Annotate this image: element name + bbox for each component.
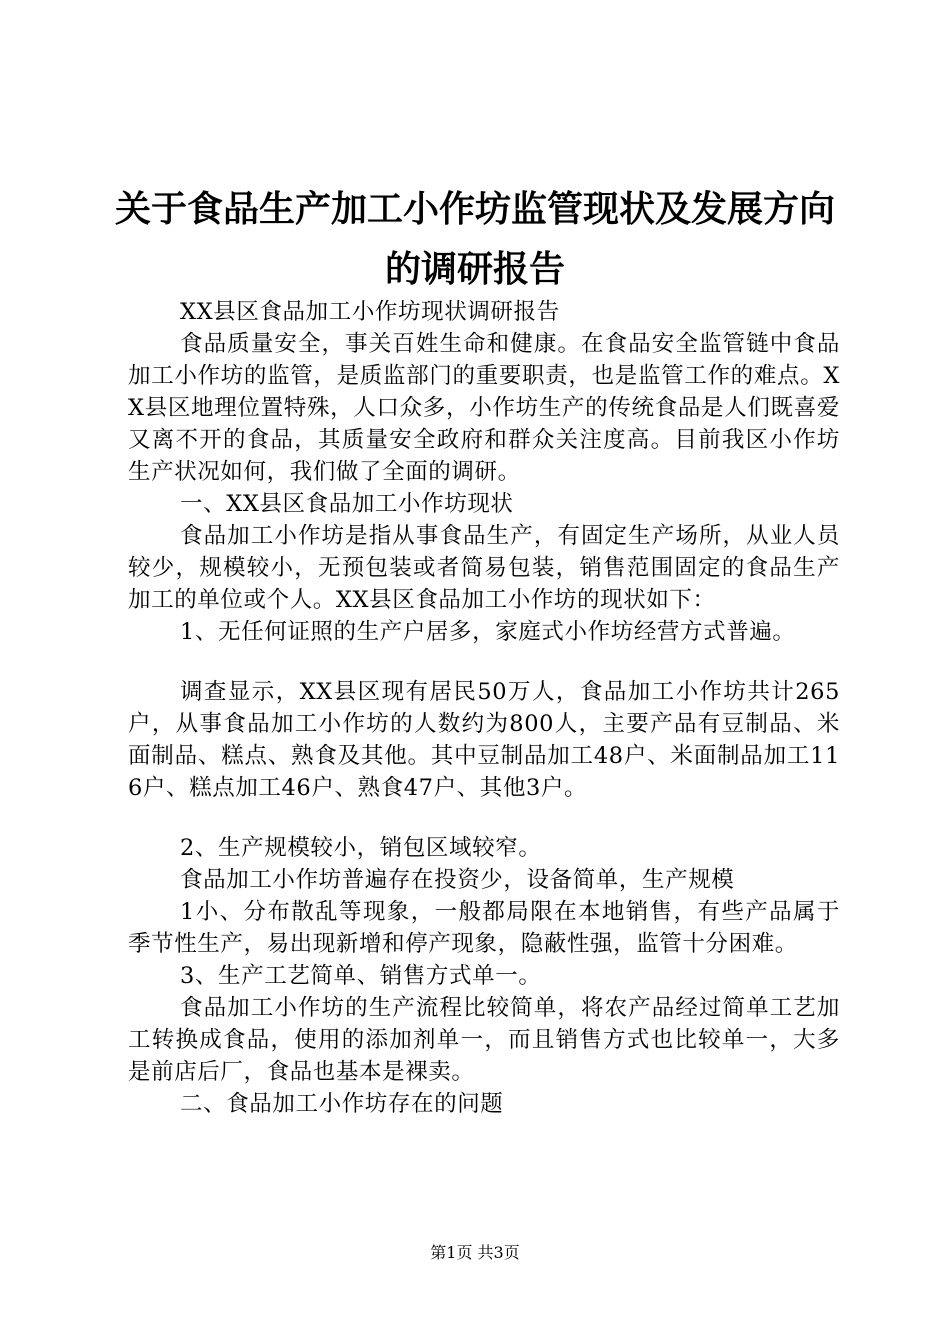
section-heading-1: 一、XX县区食品加工小作坊现状 — [180, 491, 514, 517]
point-2-heading: 2、生产规模较小，销包区域较窄。 — [180, 835, 542, 861]
document-title-line-1: 关于食品生产加工小作坊监管现状及发展方向 — [114, 189, 835, 230]
document-body — [128, 296, 840, 1120]
document-title-line-2: 的调研报告 — [384, 249, 565, 290]
point-3-heading: 3、生产工艺简单、销售方式单一。 — [180, 963, 542, 989]
point-2-paragraph-b: 1小、分布散乱等现象，一般都局限在本地销售，有些产品属于季节性生产，易出现新增和停产现象，隐蔽性强，监管十分困难。 — [128, 899, 840, 957]
page-indicator: 第1页 共3页 — [430, 1243, 520, 1262]
survey-paragraph: 调查显示，XX县区现有居民50万人，食品加工小作坊共计265户，从事食品加工小作坊的人数约为800人，主要产品有豆制品、米面制品、糕点、熟食及其他。其中豆制品加工48户、米面制品加工116户、糕点加工46户、熟食47户、其他3户。 — [128, 679, 840, 801]
point-3-paragraph: 食品加工小作坊的生产流程比较简单，将农产品经过简单工艺加工转换成食品，使用的添加剂单一，而且销售方式也比较单一，大多是前店后厂，食品也基本是裸卖。 — [128, 995, 840, 1085]
definition-paragraph: 食品加工小作坊是指从事食品生产，有固定生产场所，从业人员较少，规模较小，无预包装或者简易包装，销售范围固定的食品生产加工的单位或个人。XX县区食品加工小作坊的现状如下： — [128, 523, 840, 613]
section-heading-2: 二、食品加工小作坊存在的问题 — [180, 1091, 504, 1117]
intro-paragraph: 食品质量安全，事关百姓生命和健康。在食品安全监管链中食品加工小作坊的监管，是质监部门的重要职责，也是监管工作的难点。XX县区地理位置特殊，人口众多，小作坊生产的传统食品是人们既喜爱又离不开的食品，其质量安全政府和群众关注度高。目前我区小作坊生产状况如何，我们做了全面的调研。 — [128, 331, 840, 485]
point-2-paragraph-a: 食品加工小作坊普遍存在投资少，设备简单，生产规模 — [180, 867, 735, 893]
point-1-heading: 1、无任何证照的生产户居多，家庭式小作坊经营方式普遍。 — [180, 619, 796, 645]
subtitle-paragraph: XX县区食品加工小作坊现状调研报告 — [180, 299, 560, 325]
